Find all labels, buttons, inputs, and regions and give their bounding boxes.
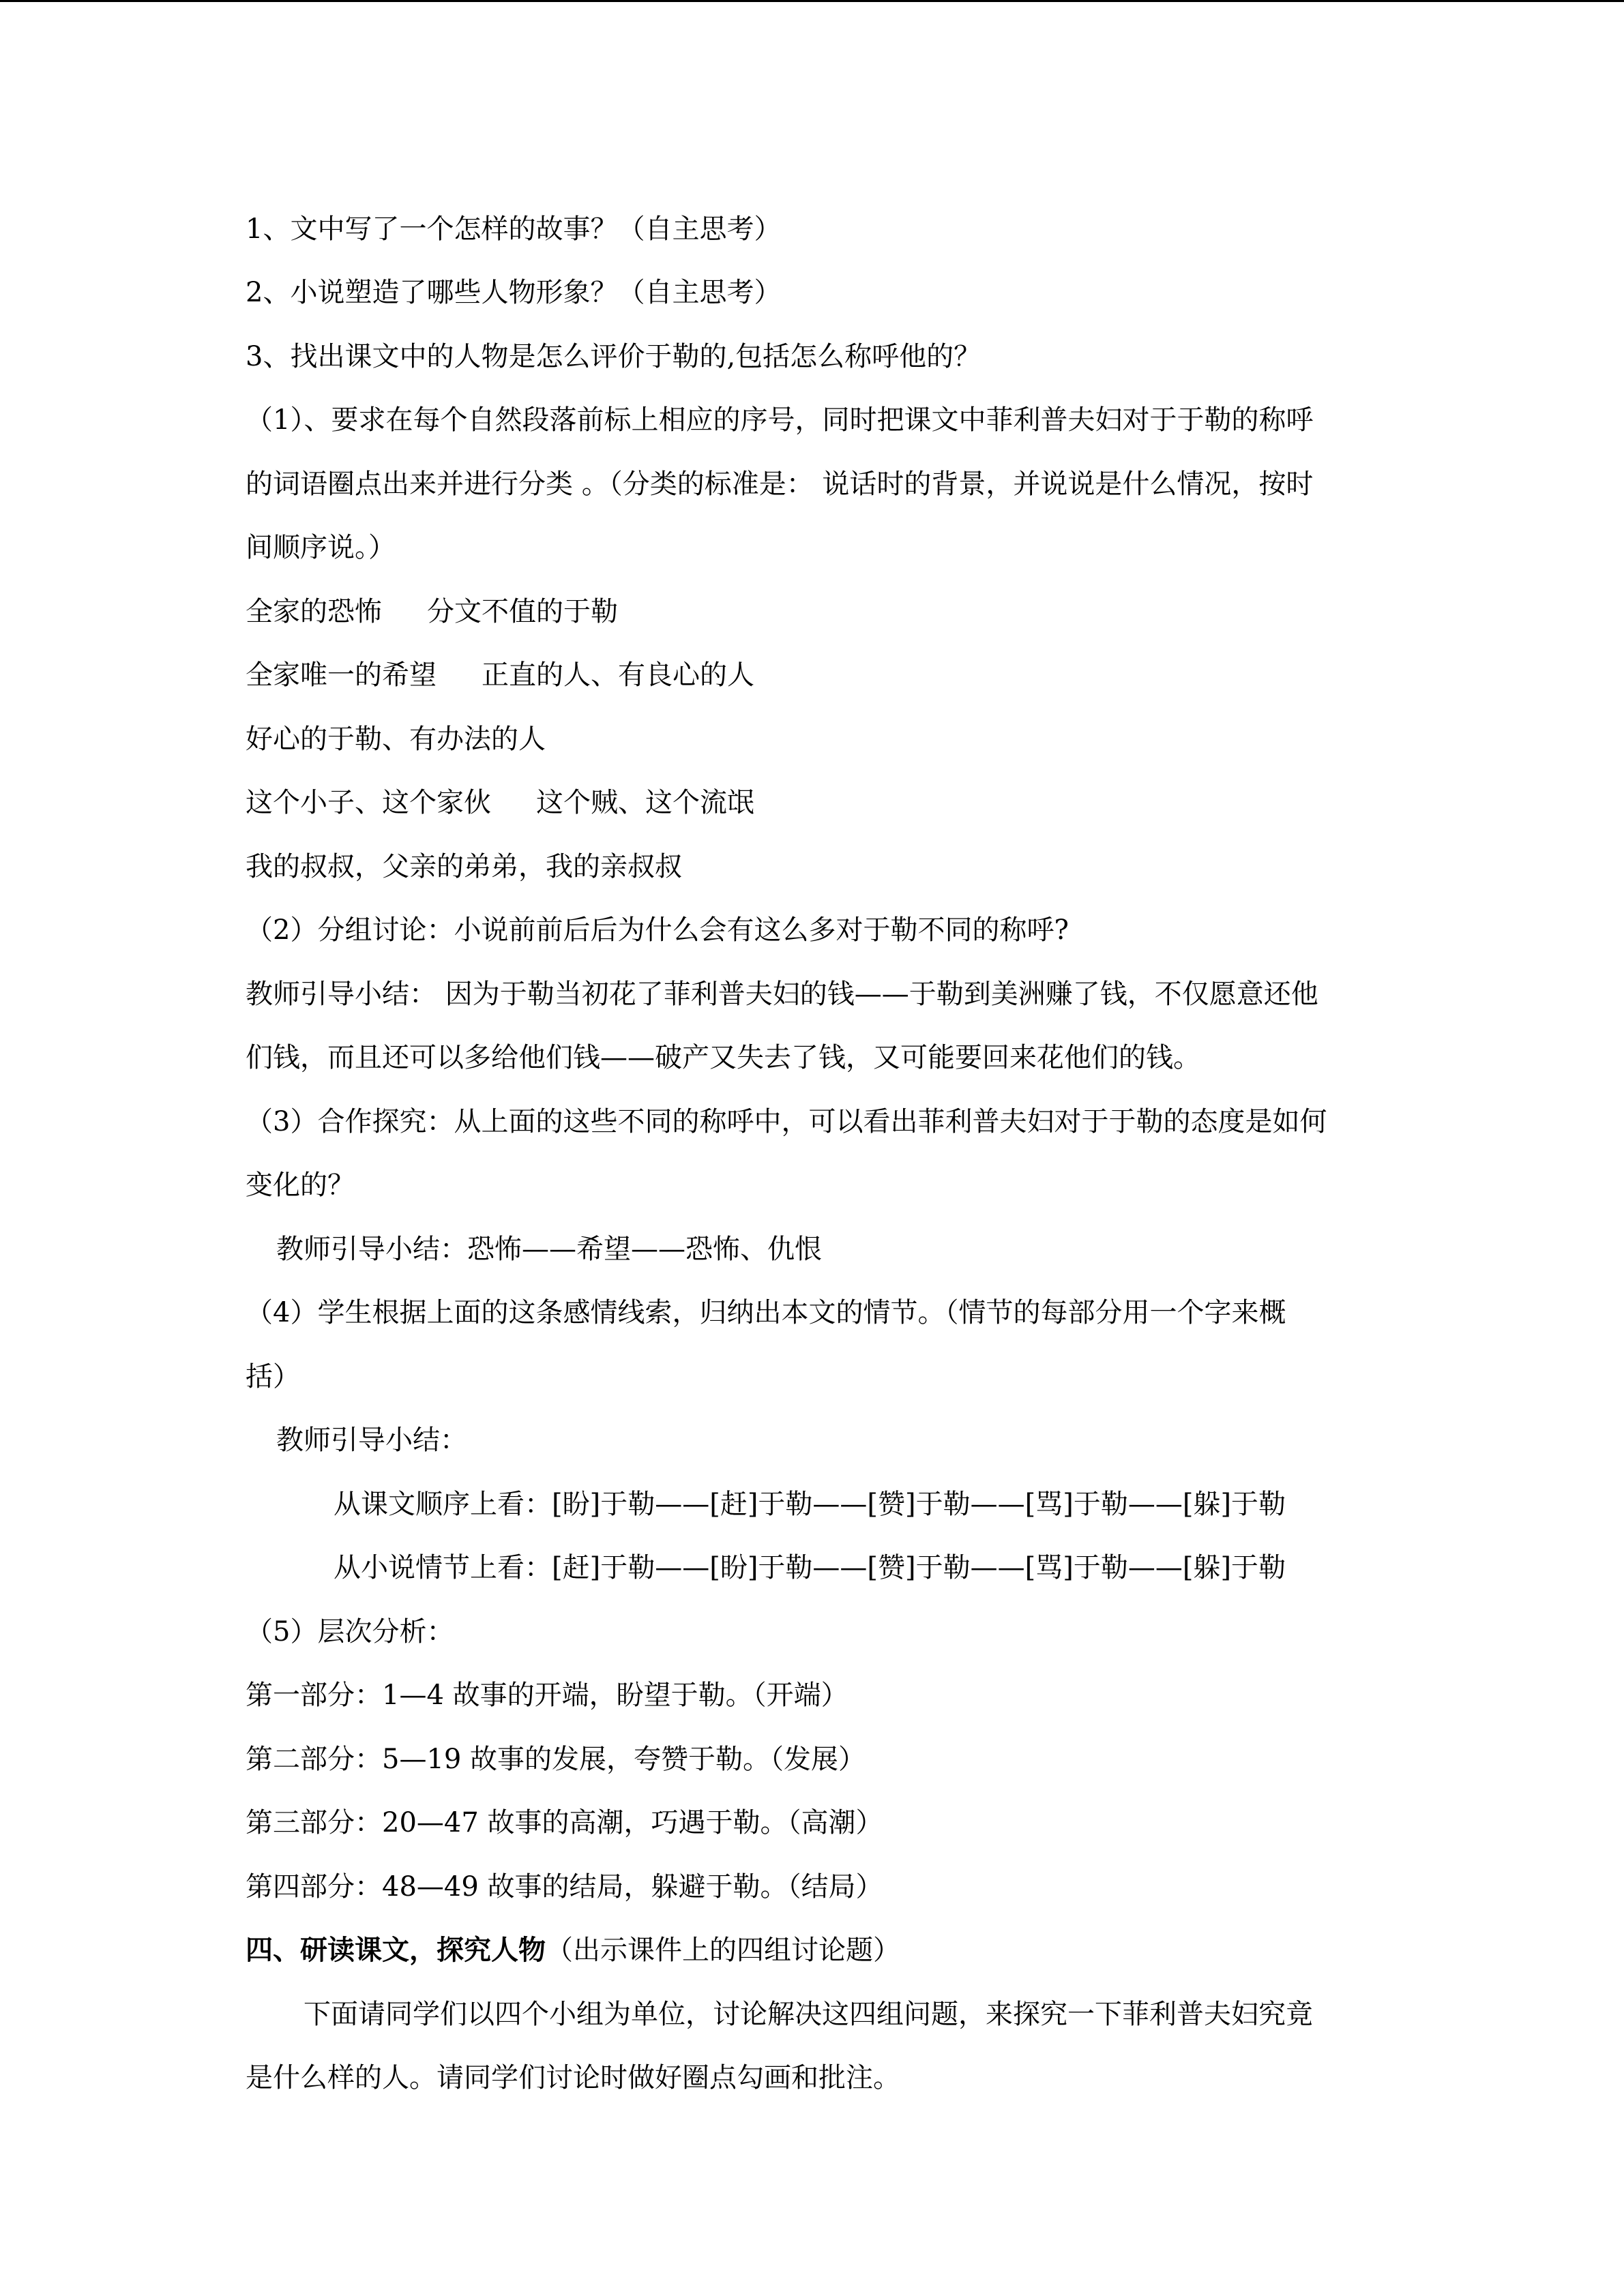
- appellation-text: 分文不值的于勒: [427, 596, 618, 627]
- question-2: 2、小说塑造了哪些人物形象？（自主思考）: [246, 277, 782, 308]
- question-1: 1、文中写了一个怎样的故事？（自主思考）: [246, 213, 782, 245]
- task-3-line-2: 变化的？: [246, 1169, 355, 1201]
- appellation-text: 这个小子、这个家伙: [246, 787, 491, 818]
- page-top-border: [0, 0, 1624, 2]
- summary-3: 教师引导小结：恐怖——希望——恐怖、仇恨: [276, 1234, 822, 1265]
- summary-2-line-2: 们钱，而且还可以多给他们钱——破产又失去了钱，又可能要回来花他们的钱。: [246, 1042, 1200, 1073]
- summary-4-order-plot: 从小说情节上看：[赶]于勒——[盼]于勒——[赞]于勒——[骂]于勒——[躲]于勒: [334, 1552, 1286, 1583]
- task-2: （2）分组讨论：小说前前后后为什么会有这么多对于勒不同的称呼?: [246, 914, 1069, 946]
- closing-paragraph-line-2: 是什么样的人。请同学们讨论时做好圈点勾画和批注。: [246, 2062, 900, 2093]
- appellation-row-3: 好心的于勒、有办法的人: [246, 724, 546, 755]
- task-5: （5）层次分析：: [246, 1616, 454, 1648]
- summary-4-order-text: 从课文顺序上看：[盼]于勒——[赶]于勒——[赞]于勒——[骂]于勒——[躲]于勒: [334, 1489, 1286, 1520]
- appellation-text: 这个贼、这个流氓: [536, 787, 754, 818]
- appellation-text: 全家的恐怖: [246, 596, 382, 627]
- section-part-3: 第三部分：20—47 故事的高潮，巧遇于勒。（高潮）: [246, 1807, 883, 1838]
- appellation-row-5: 我的叔叔，父亲的弟弟，我的亲叔叔: [246, 851, 682, 882]
- appellation-row-4: [246, 785, 754, 820]
- section-part-1: 第一部分：1—4 故事的开端，盼望于勒。（开端）: [246, 1680, 848, 1711]
- section-heading-note: （出示课件上的四组讨论题）: [546, 1935, 900, 1966]
- task-1-line-2: 的词语圈点出来并进行分类 。（分类的标准是： 说话时的背景，并说说是什么情况，按时: [246, 468, 1314, 500]
- question-3: 3、找出课文中的人物是怎么评价于勒的,包括怎么称呼他的？: [246, 341, 981, 372]
- summary-2-line-1: 教师引导小结： 因为于勒当初花了菲利普夫妇的钱——于勒到美洲赚了钱，不仅愿意还他: [246, 979, 1318, 1010]
- section-heading-title: 四、研读课文，探究人物: [246, 1934, 546, 1966]
- task-1-line-1: （1）、要求在每个自然段落前标上相应的序号，同时把课文中菲利普夫妇对于于勒的称呼: [246, 404, 1314, 436]
- summary-4-heading: 教师引导小结：: [276, 1425, 467, 1456]
- task-3-line-1: （3）合作探究：从上面的这些不同的称呼中，可以看出菲利普夫妇对于于勒的态度是如何: [246, 1106, 1327, 1137]
- section-part-2: 第二部分：5—19 故事的发展，夸赞于勒。（发展）: [246, 1744, 866, 1775]
- appellation-text: 正直的人、有良心的人: [482, 659, 754, 691]
- appellation-row-1: [246, 594, 618, 629]
- task-1-line-3: 间顺序说。）: [246, 532, 396, 563]
- section-part-4: 第四部分：48—49 故事的结局，躲避于勒。（结局）: [246, 1871, 883, 1903]
- appellation-text: 全家唯一的希望: [246, 659, 437, 691]
- section-heading-4: [246, 1933, 900, 1968]
- task-4-line-2: 括）: [246, 1361, 300, 1392]
- closing-paragraph-line-1: 下面请同学们以四个小组为单位，讨论解决这四组问题，来探究一下菲利普夫妇究竟: [304, 1999, 1313, 2030]
- task-4-line-1: （4）学生根据上面的这条感情线索，归纳出本文的情节。（情节的每部分用一个字来概: [246, 1297, 1286, 1328]
- appellation-row-2: [246, 657, 754, 693]
